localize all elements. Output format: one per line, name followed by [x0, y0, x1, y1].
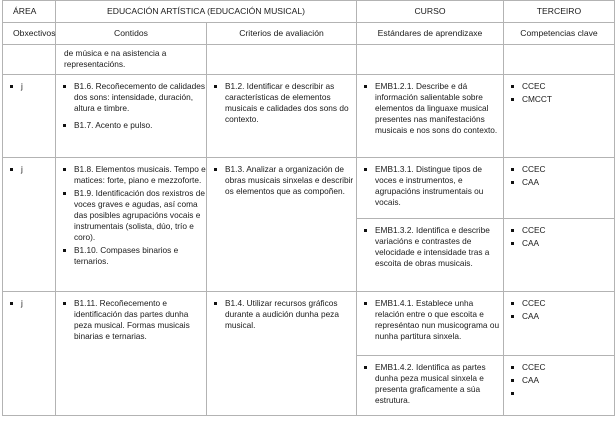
criterion-item: B1.3. Analizar a organización de obras musicais sinxelas e describir os elementos que as compoñen.: [207, 164, 356, 197]
header-row: [3, 1, 615, 23]
curriculum-table: [2, 0, 615, 416]
objective-item: j: [3, 298, 55, 309]
table-row: [3, 75, 615, 158]
competence-item: CAA: [504, 238, 614, 249]
col-objectives: Obxectivos: [3, 23, 56, 45]
standard-item: EMB1.4.2. Identifica as partes dunha peza musical sinxela e presenta graficamente a súa estrutura.: [357, 362, 503, 406]
content-item: B1.10. Compases binarios e ternarios.: [56, 245, 206, 267]
objective-item: j: [3, 81, 55, 92]
competence-item: CAA: [504, 311, 614, 322]
competence-item: CMCCT: [504, 94, 614, 105]
col-standards: Estándares de aprendizaxe: [357, 23, 504, 45]
content-item: B1.9. Identificación dos rexistros de voces graves e agudas, así coma das posibles agrupacións vocais e instrumentais (solista, dúo, trío e coro).: [56, 188, 206, 243]
content-item: B1.8. Elementos musicais. Tempo e matices: forte, piano e mezzoforte.: [56, 164, 206, 186]
content-item: B1.7. Acento e pulso.: [56, 120, 206, 131]
competence-item: [504, 388, 614, 399]
competence-item: CCEC: [504, 164, 614, 175]
carryover-row: [3, 45, 615, 75]
course-value: TERCEIRO: [504, 1, 615, 23]
standard-item: EMB1.2.1. Describe e dá información salientable sobre elementos da linguaxe musical presentes nas manifestacións musicais e nos sons do contexto.: [357, 81, 503, 136]
standard-item: EMB1.3.1. Distingue tipos de voces e instrumentos, e agrupacións instrumentais ou vocais.: [357, 164, 503, 208]
table-row: [3, 292, 615, 356]
standard-item: EMB1.3.2. Identifica e describe variacións e contrastes de velocidade e intensidade tras a escoita de obras musicais.: [357, 225, 503, 269]
subject-title: EDUCACIÓN ARTÍSTICA (EDUCACIÓN MUSICAL): [56, 1, 357, 23]
criterion-item: B1.4. Utilizar recursos gráficos durante a audición dunha peza musical.: [207, 298, 356, 331]
objective-item: j: [3, 164, 55, 175]
column-header-row: [3, 23, 615, 45]
competence-item: CAA: [504, 177, 614, 188]
competence-item: CCEC: [504, 298, 614, 309]
competence-item: CAA: [504, 375, 614, 386]
table-row: [3, 158, 615, 219]
criterion-item: B1.2. Identificar e describir as características de elementos musicais e calidades dos sons do contexto.: [207, 81, 356, 125]
course-label: CURSO: [357, 1, 504, 23]
area-label: ÁREA: [3, 1, 56, 23]
content-item: B1.11. Recoñecemento e identificación das partes dunha peza musical. Formas musicais binarias e ternarias.: [56, 298, 206, 342]
standard-item: EMB1.4.1. Establece unha relación entre o que escoita e represéntao nun musicograma ou nunha partitura sinxela.: [357, 298, 503, 342]
content-item: B1.6. Recoñecemento de calidades dos sons: intensidade, duración, altura e timbre.: [56, 81, 206, 114]
col-contents: Contidos: [56, 23, 207, 45]
carryover-content: de música e na asistencia a representacións.: [56, 45, 207, 75]
competence-item: CCEC: [504, 362, 614, 373]
col-criteria: Criterios de avaliación: [207, 23, 357, 45]
competence-item: CCEC: [504, 225, 614, 236]
col-competences: Competencias clave: [504, 23, 615, 45]
competence-item: CCEC: [504, 81, 614, 92]
